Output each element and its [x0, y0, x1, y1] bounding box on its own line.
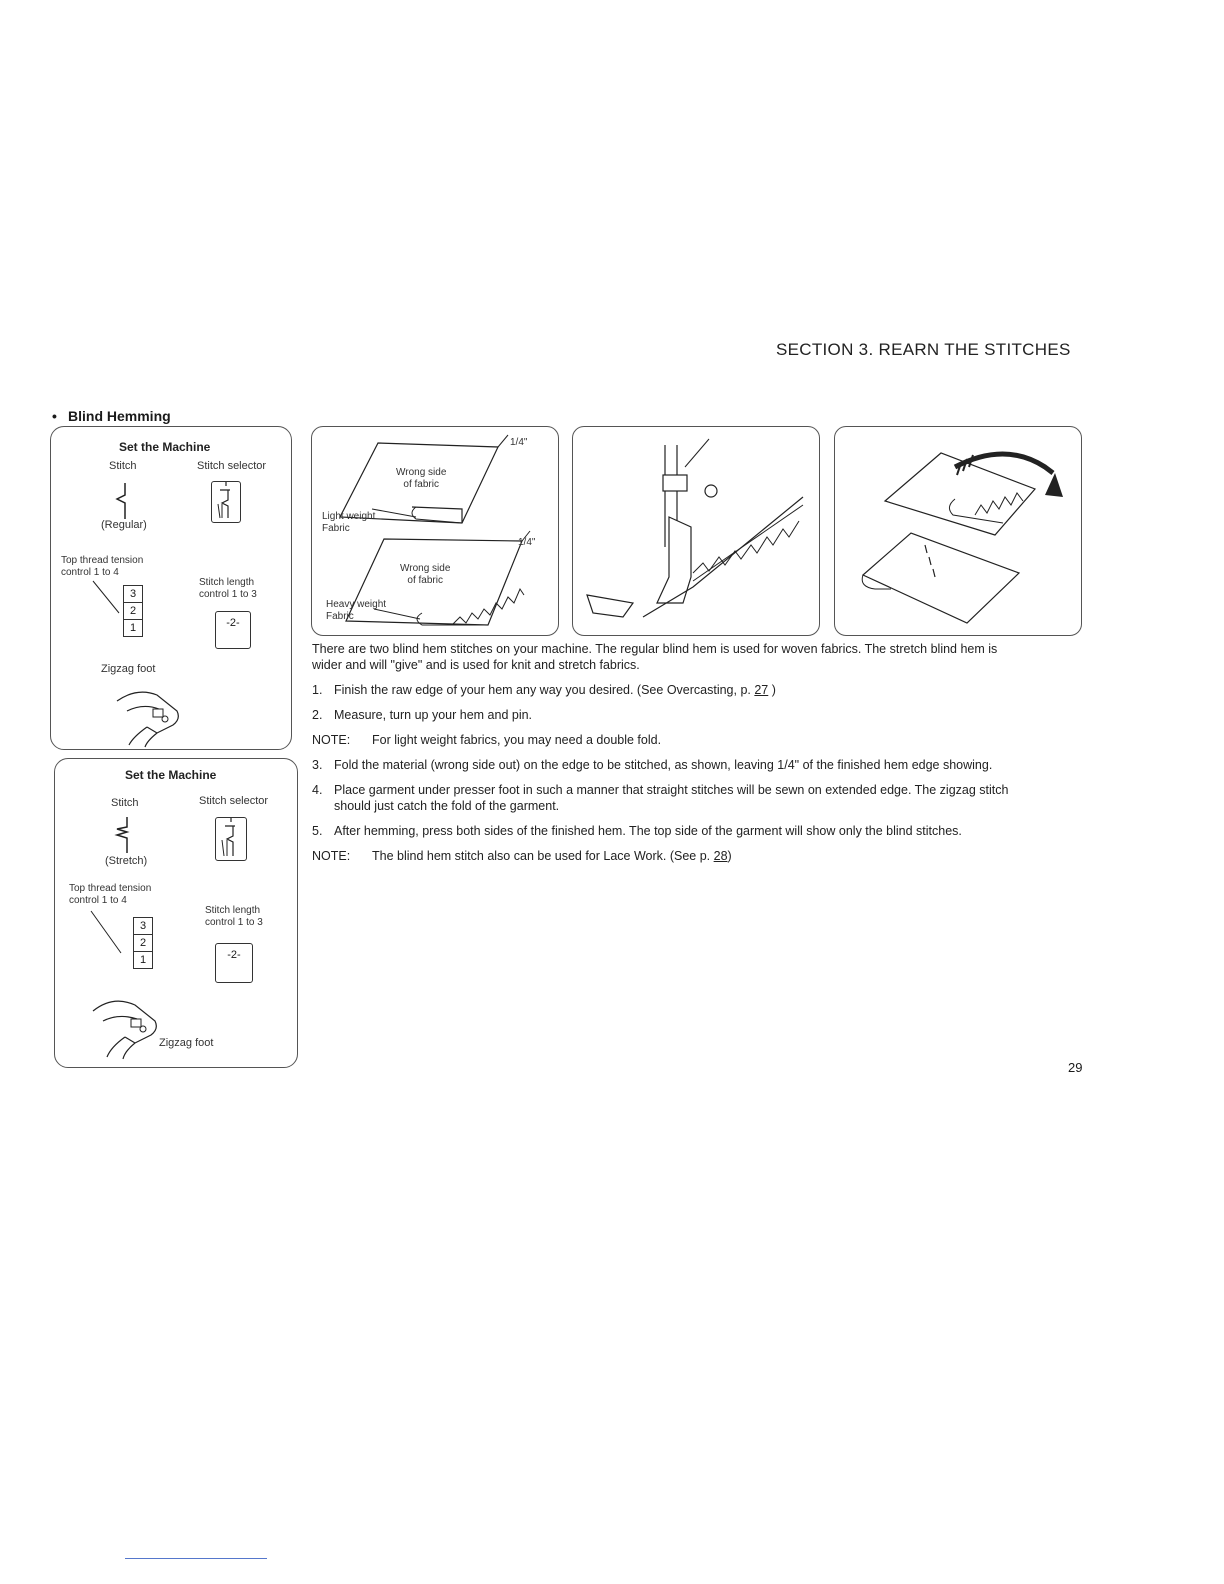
footer-divider [125, 1558, 267, 1559]
tension-label-line2: control 1 to 4 [61, 567, 119, 578]
heavy-weight-line2: Fabric [326, 611, 354, 622]
zigzag-foot-icon [107, 681, 197, 749]
instructions-block [312, 641, 1092, 864]
note-text [372, 848, 732, 864]
section-header: SECTION 3. REARN THE STITCHES [776, 340, 1071, 359]
presser-foot-illustration [573, 427, 819, 635]
wrong-side-label-1 [396, 467, 446, 491]
step-number: 3. [312, 758, 323, 772]
tension-value-2: 2 [124, 603, 142, 620]
lace-work-page-link[interactable]: 28 [713, 849, 728, 863]
stitch-length-label-line2: control 1 to 3 [199, 589, 257, 600]
light-weight-line2: Fabric [322, 523, 350, 534]
wrong-side-label-2-line1: Wrong side [400, 563, 451, 574]
note-label: NOTE: [312, 849, 351, 863]
intro-line-2: wider and will "give" and is used for knit and stretch fabrics. [312, 658, 640, 672]
finished-hem-figure [834, 426, 1082, 636]
stitch-length-dial [215, 611, 251, 649]
stitch-length-label [199, 577, 257, 601]
note-2-text: The blind hem stitch also can be used for Lace Work. (See p. [372, 849, 714, 863]
stitch-selector-icon [212, 482, 240, 522]
heavy-weight-fabric-label [326, 599, 386, 623]
quarter-inch-label-top: 1/4" [510, 437, 528, 448]
tension-label [61, 555, 143, 579]
stitch-selector-dial [215, 817, 247, 861]
stitch-label: Stitch [111, 797, 139, 809]
panel-title: Set the Machine [119, 440, 211, 454]
stitch-length-value: -2- [226, 617, 240, 629]
stitch-selector-label: Stitch selector [197, 460, 267, 472]
regular-blind-stitch-icon [113, 481, 133, 521]
step-4-line-2: should just catch the fold of the garment. [334, 799, 560, 813]
tension-label [69, 883, 151, 907]
step-number: 1. [312, 683, 323, 697]
step-text [334, 782, 1008, 814]
wrong-side-label-2 [400, 563, 450, 587]
tension-value-3: 3 [134, 918, 152, 935]
quarter-inch-label-bottom: 1/4" [518, 537, 536, 548]
note-2-end: ) [727, 849, 732, 863]
step-text [334, 682, 776, 698]
stitch-selector-label: Stitch selector [199, 795, 269, 807]
tension-value-2: 2 [134, 935, 152, 952]
stitch-type-label: (Regular) [101, 519, 147, 531]
note-2 [312, 848, 1092, 864]
step-2 [312, 707, 1092, 723]
wrong-side-label-1-line1: Wrong side [396, 467, 447, 478]
step-4-line-1: Place garment under presser foot in such a manner that straight stitches will be sewn on extended edge. The zigzag stitch [334, 783, 1009, 797]
finished-hem-illustration [835, 427, 1081, 635]
page-number: 29 [1068, 1060, 1083, 1075]
step-text: Measure, turn up your hem and pin. [334, 708, 533, 722]
note-label: NOTE: [312, 733, 351, 747]
stitch-length-label-line1: Stitch length [199, 577, 255, 588]
tension-dial [123, 585, 143, 637]
tension-pointer-line [89, 909, 133, 957]
tension-label-line2: control 1 to 4 [69, 895, 127, 906]
bullet: • [52, 408, 57, 424]
tension-dial [133, 917, 153, 969]
step-text: After hemming, press both sides of the finished hem. The top side of the garment will show only the blind stitches. [334, 824, 962, 838]
step-1-text: Finish the raw edge of your hem any way you desired. (See Overcasting, p. [334, 683, 755, 697]
stitch-selector-dial [211, 481, 241, 523]
presser-foot-figure [572, 426, 820, 636]
machine-settings-panel-stretch [54, 758, 298, 1068]
fabric-fold-figure [311, 426, 559, 636]
step-number: 5. [312, 824, 323, 838]
zigzag-foot-label: Zigzag foot [101, 663, 156, 675]
step-4 [312, 782, 1092, 814]
step-5 [312, 823, 1092, 839]
panel-title: Set the Machine [125, 768, 217, 782]
machine-settings-panel-regular [50, 426, 292, 750]
tension-label-line1: Top thread tension [69, 883, 152, 894]
light-weight-line1: Light weight [322, 511, 376, 522]
zigzag-foot-icon [83, 989, 173, 1061]
note-text: For light weight fabrics, you may need a double fold. [372, 733, 662, 747]
step-text: Fold the material (wrong side out) on the edge to be stitched, as shown, leaving 1/4" of the finished hem edge showing. [334, 758, 993, 772]
step-3 [312, 757, 1092, 773]
wrong-side-label-1-line2: of fabric [403, 479, 439, 490]
stretch-blind-stitch-icon [113, 815, 137, 855]
tension-value-1: 1 [129, 622, 137, 634]
tension-value-1: 1 [139, 954, 147, 966]
blind-hemming-label: Blind Hemming [68, 408, 171, 424]
zigzag-foot-label: Zigzag foot [159, 1037, 214, 1049]
heavy-weight-line1: Heavy weight [326, 599, 387, 610]
light-weight-fabric-label [322, 511, 375, 535]
stitch-length-dial [215, 943, 253, 983]
stitch-label: Stitch [109, 460, 137, 472]
step-number: 2. [312, 708, 323, 722]
stitch-selector-icon [216, 818, 246, 860]
stitch-length-value: -2- [227, 949, 241, 961]
overcasting-page-link[interactable]: 27 [754, 683, 769, 697]
intro-paragraph [312, 641, 1092, 673]
tension-value-3: 3 [124, 586, 142, 603]
stitch-length-label [205, 905, 263, 929]
wrong-side-label-2-line2: of fabric [407, 575, 443, 586]
step-number: 4. [312, 783, 323, 797]
note-1 [312, 732, 1092, 748]
stitch-type-label: (Stretch) [105, 855, 148, 867]
tension-label-line1: Top thread tension [61, 555, 144, 566]
intro-line-1: There are two blind hem stitches on your machine. The regular blind hem is used for woven fabrics. The stretch blind hem is [312, 642, 998, 656]
step-1 [312, 682, 1092, 698]
blind-hemming-title [52, 408, 171, 424]
step-1-end: ) [771, 683, 776, 697]
stitch-length-label-line1: Stitch length [205, 905, 261, 916]
stitch-length-label-line2: control 1 to 3 [205, 917, 263, 928]
